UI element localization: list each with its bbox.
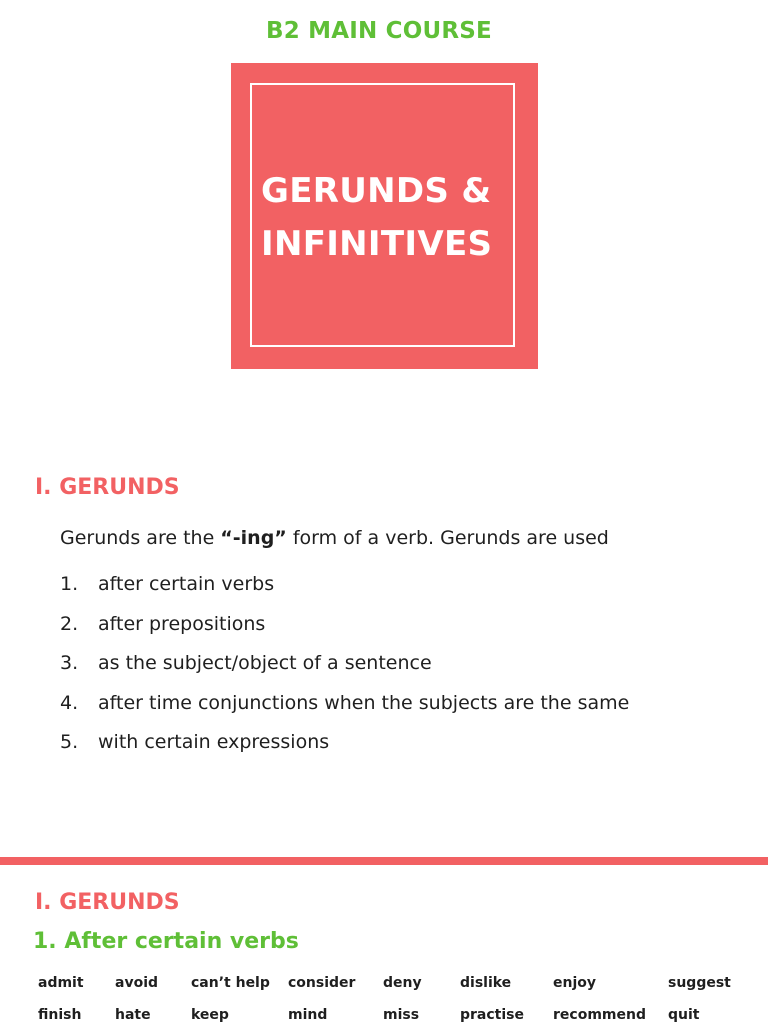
list-text: after certain verbs [98, 573, 275, 595]
verb-cell: miss [383, 1007, 420, 1023]
title-line-2: INFINITIVES [261, 224, 493, 264]
verb-cell: mind [288, 1007, 328, 1023]
list-text: with certain expressions [98, 731, 330, 753]
list-item [60, 692, 629, 732]
list-number: 3. [60, 652, 79, 674]
section-heading-gerunds: I. GERUNDS [35, 475, 180, 500]
verb-row-2 [0, 1007, 768, 1024]
page-divider [0, 857, 768, 865]
list-text: after prepositions [98, 612, 266, 635]
list-number: 5. [60, 731, 79, 753]
intro-bold-ing: “-ing” [220, 527, 287, 549]
verb-cell: practise [460, 1007, 524, 1023]
verb-cell: dislike [460, 975, 512, 991]
verb-cell: consider [288, 975, 356, 991]
intro-sentence [60, 527, 609, 549]
verb-cell: hate [115, 1007, 151, 1023]
verb-cell: enjoy [553, 975, 597, 991]
list-number: 1. [60, 573, 79, 595]
verb-row-1 [0, 975, 768, 1007]
intro-text-end: form of a verb. Gerunds are used [286, 527, 609, 549]
list-item [60, 573, 629, 613]
course-label: B2 MAIN COURSE [266, 18, 492, 44]
list-number: 4. [60, 691, 79, 714]
verb-cell: admit [38, 975, 84, 991]
list-text: after time conjunctions when the subjects are the same [98, 691, 630, 714]
title-line-1: GERUNDS & [261, 171, 492, 211]
verb-table [0, 975, 768, 1024]
verb-cell: quit [668, 1007, 700, 1023]
list-item [60, 652, 629, 692]
verb-cell: deny [383, 975, 422, 991]
intro-text-start: Gerunds are the [60, 527, 221, 549]
list-text: as the subject/object of a sentence [98, 652, 432, 674]
subheading-after-certain-verbs: 1. After certain verbs [33, 929, 299, 954]
verb-cell: suggest [668, 975, 731, 991]
title-card [231, 63, 538, 369]
list-item [60, 731, 629, 771]
verb-cell: finish [38, 1007, 82, 1023]
verb-cell: can’t help [191, 975, 270, 991]
verb-cell: avoid [115, 975, 159, 991]
list-number: 2. [60, 612, 79, 635]
verb-cell: keep [191, 1007, 229, 1023]
list-item [60, 613, 629, 653]
section-heading-gerunds-2: I. GERUNDS [35, 890, 180, 915]
verb-cell: recommend [553, 1007, 646, 1023]
document-title [261, 165, 492, 271]
gerund-uses-list [60, 573, 629, 771]
